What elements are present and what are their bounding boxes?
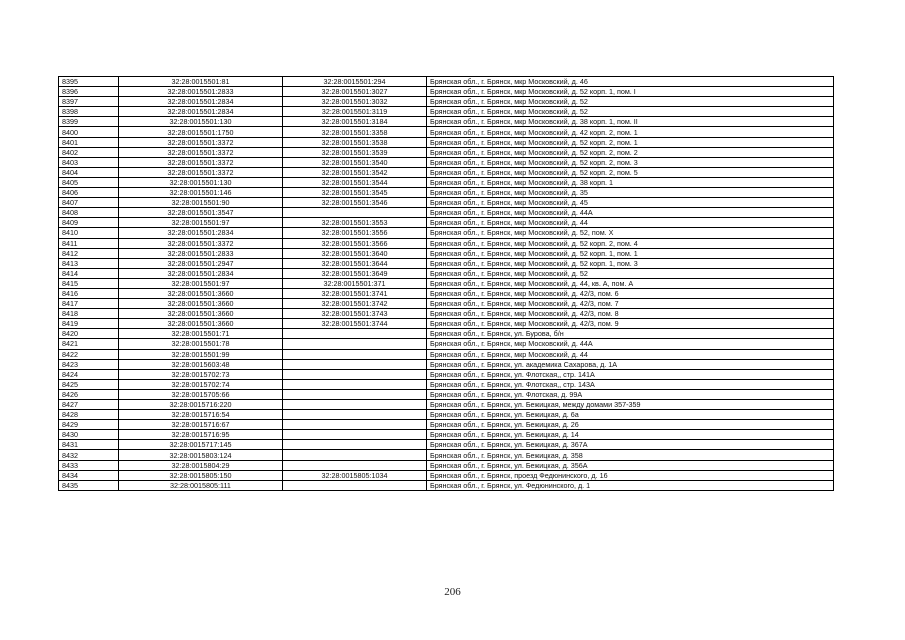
parcel-cadastral-number-cell: 32:28:0015501:3660 <box>119 288 283 298</box>
parcel-cadastral-number-cell: 32:28:0015501:1750 <box>119 127 283 137</box>
table-row <box>59 218 834 228</box>
parcel-cadastral-number-cell: 32:28:0015501:2947 <box>119 258 283 268</box>
table-row <box>59 188 834 198</box>
parcel-cadastral-number-cell: 32:28:0015501:3547 <box>119 208 283 218</box>
table-row <box>59 127 834 137</box>
parcel-cadastral-number-cell: 32:28:0015501:3660 <box>119 309 283 319</box>
row-number-cell: 8409 <box>59 218 119 228</box>
building-cadastral-number-cell <box>283 410 427 420</box>
building-cadastral-number-cell: 32:28:0015501:3556 <box>283 228 427 238</box>
parcel-cadastral-number-cell: 32:28:0015702:73 <box>119 369 283 379</box>
address-cell: Брянская обл., г. Брянск, проезд Федюнинского, д. 16 <box>427 470 834 480</box>
parcel-cadastral-number-cell: 32:28:0015804:29 <box>119 460 283 470</box>
row-number-cell: 8397 <box>59 97 119 107</box>
address-cell: Брянская обл., г. Брянск, ул. Бежицкая, д. 367А <box>427 440 834 450</box>
table-row <box>59 460 834 470</box>
registry-table-body <box>59 77 834 491</box>
address-cell: Брянская обл., г. Брянск, мкр Московский, д. 52 <box>427 97 834 107</box>
building-cadastral-number-cell <box>283 208 427 218</box>
address-cell: Брянская обл., г. Брянск, ул. Флотская,, стр. 143А <box>427 379 834 389</box>
table-row <box>59 420 834 430</box>
row-number-cell: 8427 <box>59 400 119 410</box>
row-number-cell: 8411 <box>59 238 119 248</box>
table-row <box>59 410 834 420</box>
building-cadastral-number-cell: 32:28:0015501:3743 <box>283 309 427 319</box>
address-cell: Брянская обл., г. Брянск, ул. Бежицкая, д. 356А <box>427 460 834 470</box>
row-number-cell: 8429 <box>59 420 119 430</box>
address-cell: Брянская обл., г. Брянск, мкр Московский, д. 52 корп. 1, пом. I <box>427 87 834 97</box>
parcel-cadastral-number-cell: 32:28:0015501:3372 <box>119 137 283 147</box>
table-row <box>59 97 834 107</box>
building-cadastral-number-cell: 32:28:0015501:294 <box>283 77 427 87</box>
parcel-cadastral-number-cell: 32:28:0015501:2833 <box>119 248 283 258</box>
building-cadastral-number-cell: 32:28:0015501:3566 <box>283 238 427 248</box>
address-cell: Брянская обл., г. Брянск, ул. Бежицкая, д. 6а <box>427 410 834 420</box>
parcel-cadastral-number-cell: 32:28:0015603:48 <box>119 359 283 369</box>
row-number-cell: 8421 <box>59 339 119 349</box>
row-number-cell: 8398 <box>59 107 119 117</box>
table-row <box>59 157 834 167</box>
address-cell: Брянская обл., г. Брянск, ул. Бежицкая, д. 26 <box>427 420 834 430</box>
table-row <box>59 198 834 208</box>
address-cell: Брянская обл., г. Брянск, ул. Флотская,, стр. 141А <box>427 369 834 379</box>
table-row <box>59 440 834 450</box>
row-number-cell: 8433 <box>59 460 119 470</box>
parcel-cadastral-number-cell: 32:28:0015716:95 <box>119 430 283 440</box>
parcel-cadastral-number-cell: 32:28:0015501:146 <box>119 188 283 198</box>
table-row <box>59 349 834 359</box>
parcel-cadastral-number-cell: 32:28:0015501:3372 <box>119 157 283 167</box>
parcel-cadastral-number-cell: 32:28:0015501:2834 <box>119 97 283 107</box>
parcel-cadastral-number-cell: 32:28:0015716:54 <box>119 410 283 420</box>
row-number-cell: 8428 <box>59 410 119 420</box>
parcel-cadastral-number-cell: 32:28:0015717:145 <box>119 440 283 450</box>
parcel-cadastral-number-cell: 32:28:0015501:130 <box>119 177 283 187</box>
row-number-cell: 8420 <box>59 329 119 339</box>
row-number-cell: 8419 <box>59 319 119 329</box>
building-cadastral-number-cell: 32:28:0015501:3544 <box>283 177 427 187</box>
building-cadastral-number-cell <box>283 329 427 339</box>
row-number-cell: 8412 <box>59 248 119 258</box>
parcel-cadastral-number-cell: 32:28:0015501:71 <box>119 329 283 339</box>
parcel-cadastral-number-cell: 32:28:0015501:81 <box>119 77 283 87</box>
parcel-cadastral-number-cell: 32:28:0015716:220 <box>119 400 283 410</box>
address-cell: Брянская обл., г. Брянск, ул. Флотская, д. 99А <box>427 389 834 399</box>
table-row <box>59 288 834 298</box>
row-number-cell: 8435 <box>59 480 119 490</box>
address-cell: Брянская обл., г. Брянск, мкр Московский, д. 42/3, пом. 7 <box>427 299 834 309</box>
table-row <box>59 258 834 268</box>
table-row <box>59 480 834 490</box>
address-cell: Брянская обл., г. Брянск, мкр Московский, д. 38 корп. 1 <box>427 177 834 187</box>
building-cadastral-number-cell <box>283 379 427 389</box>
row-number-cell: 8431 <box>59 440 119 450</box>
parcel-cadastral-number-cell: 32:28:0015501:3660 <box>119 319 283 329</box>
table-row <box>59 268 834 278</box>
address-cell: Брянская обл., г. Брянск, мкр Московский, д. 44 <box>427 218 834 228</box>
row-number-cell: 8424 <box>59 369 119 379</box>
parcel-cadastral-number-cell: 32:28:0015501:90 <box>119 198 283 208</box>
row-number-cell: 8432 <box>59 450 119 460</box>
address-cell: Брянская обл., г. Брянск, мкр Московский, д. 52 корп. 2, пом. 5 <box>427 167 834 177</box>
row-number-cell: 8434 <box>59 470 119 480</box>
row-number-cell: 8418 <box>59 309 119 319</box>
address-cell: Брянская обл., г. Брянск, мкр Московский, д. 44А <box>427 208 834 218</box>
table-row <box>59 77 834 87</box>
building-cadastral-number-cell <box>283 450 427 460</box>
row-number-cell: 8403 <box>59 157 119 167</box>
row-number-cell: 8415 <box>59 278 119 288</box>
address-cell: Брянская обл., г. Брянск, мкр Московский, д. 44А <box>427 339 834 349</box>
row-number-cell: 8406 <box>59 188 119 198</box>
row-number-cell: 8401 <box>59 137 119 147</box>
building-cadastral-number-cell: 32:28:0015501:3358 <box>283 127 427 137</box>
row-number-cell: 8410 <box>59 228 119 238</box>
building-cadastral-number-cell <box>283 480 427 490</box>
building-cadastral-number-cell <box>283 460 427 470</box>
address-cell: Брянская обл., г. Брянск, мкр Московский, д. 52 <box>427 268 834 278</box>
building-cadastral-number-cell: 32:28:0015501:3644 <box>283 258 427 268</box>
row-number-cell: 8417 <box>59 299 119 309</box>
row-number-cell: 8407 <box>59 198 119 208</box>
parcel-cadastral-number-cell: 32:28:0015501:3372 <box>119 167 283 177</box>
table-row <box>59 309 834 319</box>
row-number-cell: 8408 <box>59 208 119 218</box>
table-row <box>59 329 834 339</box>
table-row <box>59 319 834 329</box>
building-cadastral-number-cell <box>283 440 427 450</box>
page-number: 206 <box>444 586 461 598</box>
table-row <box>59 208 834 218</box>
table-row <box>59 228 834 238</box>
address-cell: Брянская обл., г. Брянск, мкр Московский, д. 52 корп. 2, пом. 3 <box>427 157 834 167</box>
building-cadastral-number-cell <box>283 389 427 399</box>
table-row <box>59 238 834 248</box>
registry-table <box>58 76 834 491</box>
address-cell: Брянская обл., г. Брянск, мкр Московский, д. 52 корп. 1, пом. 3 <box>427 258 834 268</box>
address-cell: Брянская обл., г. Брянск, мкр Московский, д. 35 <box>427 188 834 198</box>
parcel-cadastral-number-cell: 32:28:0015803:124 <box>119 450 283 460</box>
building-cadastral-number-cell: 32:28:0015501:3032 <box>283 97 427 107</box>
table-row <box>59 248 834 258</box>
table-row <box>59 379 834 389</box>
row-number-cell: 8402 <box>59 147 119 157</box>
table-row <box>59 369 834 379</box>
parcel-cadastral-number-cell: 32:28:0015501:97 <box>119 218 283 228</box>
table-row <box>59 137 834 147</box>
table-row <box>59 117 834 127</box>
parcel-cadastral-number-cell: 32:28:0015501:78 <box>119 339 283 349</box>
table-row <box>59 147 834 157</box>
table-row <box>59 167 834 177</box>
parcel-cadastral-number-cell: 32:28:0015501:99 <box>119 349 283 359</box>
row-number-cell: 8399 <box>59 117 119 127</box>
building-cadastral-number-cell: 32:28:0015501:3640 <box>283 248 427 258</box>
address-cell: Брянская обл., г. Брянск, мкр Московский, д. 52 корп. 2, пом. 4 <box>427 238 834 248</box>
building-cadastral-number-cell: 32:28:0015805:1034 <box>283 470 427 480</box>
parcel-cadastral-number-cell: 32:28:0015805:150 <box>119 470 283 480</box>
address-cell: Брянская обл., г. Брянск, мкр Московский, д. 52, пом. X <box>427 228 834 238</box>
building-cadastral-number-cell <box>283 349 427 359</box>
building-cadastral-number-cell: 32:28:0015501:3553 <box>283 218 427 228</box>
table-row <box>59 299 834 309</box>
address-cell: Брянская обл., г. Брянск, ул. Бежицкая, между домами 357-359 <box>427 400 834 410</box>
parcel-cadastral-number-cell: 32:28:0015501:2834 <box>119 268 283 278</box>
address-cell: Брянская обл., г. Брянск, мкр Московский, д. 42/3, пом. 8 <box>427 309 834 319</box>
parcel-cadastral-number-cell: 32:28:0015702:74 <box>119 379 283 389</box>
address-cell: Брянская обл., г. Брянск, мкр Московский, д. 42 корп. 2, пом. 1 <box>427 127 834 137</box>
address-cell: Брянская обл., г. Брянск, мкр Московский, д. 52 корп. 2, пом. 2 <box>427 147 834 157</box>
table-row <box>59 278 834 288</box>
parcel-cadastral-number-cell: 32:28:0015716:67 <box>119 420 283 430</box>
address-cell: Брянская обл., г. Брянск, ул. Федюнинского, д. 1 <box>427 480 834 490</box>
table-row <box>59 87 834 97</box>
parcel-cadastral-number-cell: 32:28:0015501:3372 <box>119 238 283 248</box>
parcel-cadastral-number-cell: 32:28:0015501:3660 <box>119 299 283 309</box>
building-cadastral-number-cell: 32:28:0015501:3742 <box>283 299 427 309</box>
row-number-cell: 8426 <box>59 389 119 399</box>
address-cell: Брянская обл., г. Брянск, ул. Бежицкая, д. 14 <box>427 430 834 440</box>
address-cell: Брянская обл., г. Брянск, мкр Московский, д. 46 <box>427 77 834 87</box>
parcel-cadastral-number-cell: 32:28:0015501:2834 <box>119 228 283 238</box>
address-cell: Брянская обл., г. Брянск, ул. Бурова, б/н <box>427 329 834 339</box>
building-cadastral-number-cell: 32:28:0015501:3119 <box>283 107 427 117</box>
address-cell: Брянская обл., г. Брянск, мкр Московский, д. 42/3, пом. 6 <box>427 288 834 298</box>
table-row <box>59 389 834 399</box>
address-cell: Брянская обл., г. Брянск, ул. Бежицкая, д. 358 <box>427 450 834 460</box>
row-number-cell: 8425 <box>59 379 119 389</box>
row-number-cell: 8416 <box>59 288 119 298</box>
building-cadastral-number-cell <box>283 400 427 410</box>
building-cadastral-number-cell: 32:28:0015501:371 <box>283 278 427 288</box>
row-number-cell: 8430 <box>59 430 119 440</box>
row-number-cell: 8405 <box>59 177 119 187</box>
building-cadastral-number-cell: 32:28:0015501:3540 <box>283 157 427 167</box>
building-cadastral-number-cell <box>283 369 427 379</box>
building-cadastral-number-cell: 32:28:0015501:3649 <box>283 268 427 278</box>
building-cadastral-number-cell <box>283 339 427 349</box>
parcel-cadastral-number-cell: 32:28:0015501:130 <box>119 117 283 127</box>
parcel-cadastral-number-cell: 32:28:0015501:97 <box>119 278 283 288</box>
address-cell: Брянская обл., г. Брянск, ул. академика Сахарова, д. 1А <box>427 359 834 369</box>
row-number-cell: 8400 <box>59 127 119 137</box>
address-cell: Брянская обл., г. Брянск, мкр Московский, д. 42/3, пом. 9 <box>427 319 834 329</box>
row-number-cell: 8413 <box>59 258 119 268</box>
address-cell: Брянская обл., г. Брянск, мкр Московский, д. 52 корп. 2, пом. 1 <box>427 137 834 147</box>
building-cadastral-number-cell: 32:28:0015501:3539 <box>283 147 427 157</box>
table-row <box>59 430 834 440</box>
table-row <box>59 107 834 117</box>
table-row <box>59 339 834 349</box>
address-cell: Брянская обл., г. Брянск, мкр Московский, д. 44, кв. А, пом. А <box>427 278 834 288</box>
building-cadastral-number-cell <box>283 430 427 440</box>
building-cadastral-number-cell: 32:28:0015501:3538 <box>283 137 427 147</box>
row-number-cell: 8404 <box>59 167 119 177</box>
table-row <box>59 470 834 480</box>
parcel-cadastral-number-cell: 32:28:0015705:66 <box>119 389 283 399</box>
address-cell: Брянская обл., г. Брянск, мкр Московский, д. 44 <box>427 349 834 359</box>
building-cadastral-number-cell: 32:28:0015501:3027 <box>283 87 427 97</box>
building-cadastral-number-cell: 32:28:0015501:3542 <box>283 167 427 177</box>
building-cadastral-number-cell: 32:28:0015501:3744 <box>283 319 427 329</box>
parcel-cadastral-number-cell: 32:28:0015501:2834 <box>119 107 283 117</box>
address-cell: Брянская обл., г. Брянск, мкр Московский, д. 38 корп. 1, пом. II <box>427 117 834 127</box>
building-cadastral-number-cell: 32:28:0015501:3545 <box>283 188 427 198</box>
row-number-cell: 8422 <box>59 349 119 359</box>
parcel-cadastral-number-cell: 32:28:0015805:111 <box>119 480 283 490</box>
table-row <box>59 400 834 410</box>
row-number-cell: 8396 <box>59 87 119 97</box>
parcel-cadastral-number-cell: 32:28:0015501:2833 <box>119 87 283 97</box>
row-number-cell: 8414 <box>59 268 119 278</box>
table-row <box>59 177 834 187</box>
building-cadastral-number-cell <box>283 359 427 369</box>
table-row <box>59 359 834 369</box>
row-number-cell: 8395 <box>59 77 119 87</box>
building-cadastral-number-cell: 32:28:0015501:3184 <box>283 117 427 127</box>
building-cadastral-number-cell <box>283 420 427 430</box>
row-number-cell: 8423 <box>59 359 119 369</box>
address-cell: Брянская обл., г. Брянск, мкр Московский, д. 52 <box>427 107 834 117</box>
address-cell: Брянская обл., г. Брянск, мкр Московский, д. 52 корп. 1, пом. 1 <box>427 248 834 258</box>
parcel-cadastral-number-cell: 32:28:0015501:3372 <box>119 147 283 157</box>
table-row <box>59 450 834 460</box>
building-cadastral-number-cell: 32:28:0015501:3741 <box>283 288 427 298</box>
building-cadastral-number-cell: 32:28:0015501:3546 <box>283 198 427 208</box>
address-cell: Брянская обл., г. Брянск, мкр Московский, д. 45 <box>427 198 834 208</box>
